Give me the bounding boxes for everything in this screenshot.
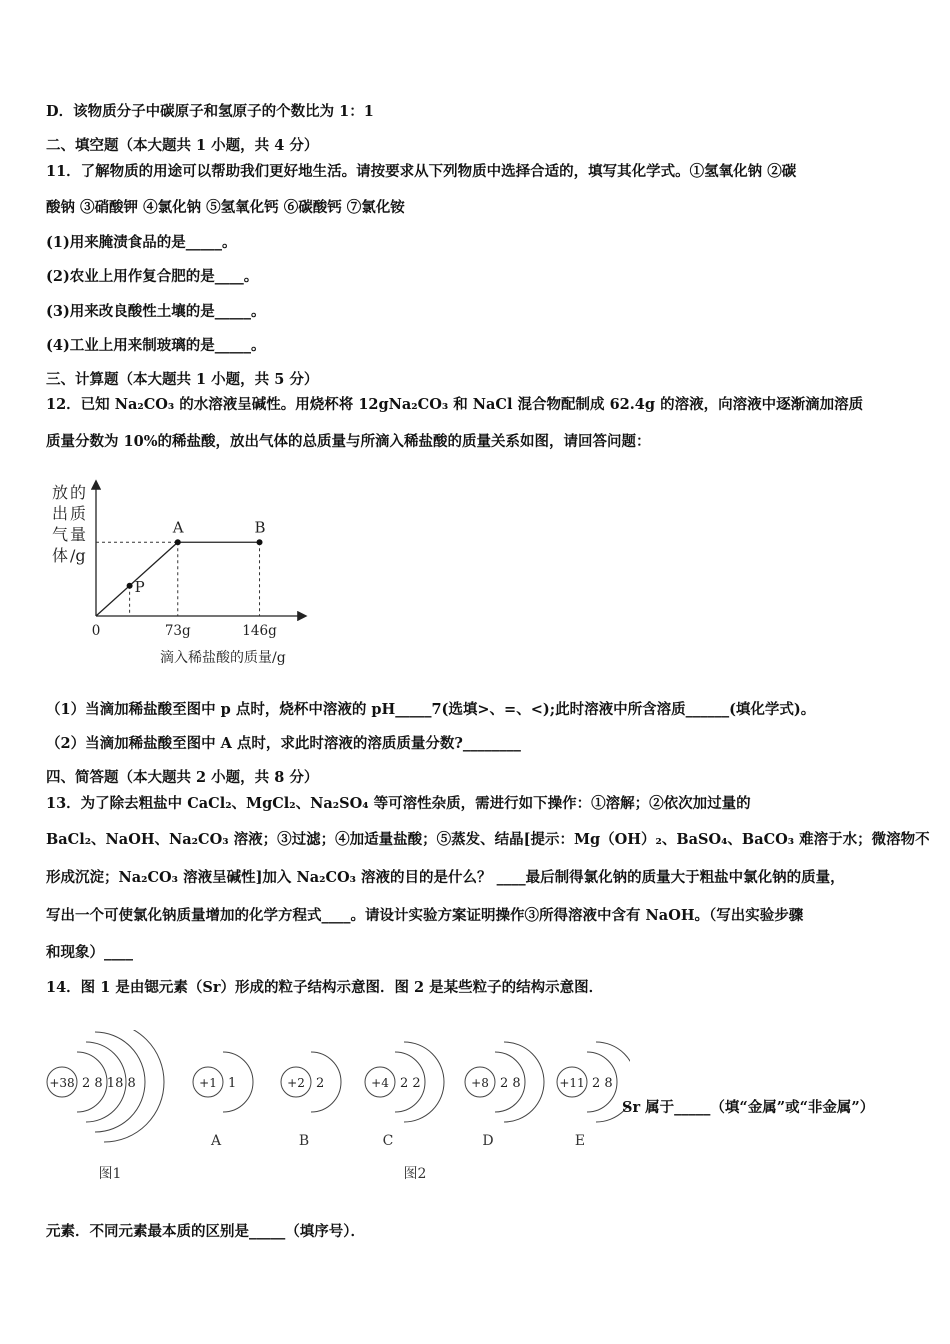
x-tick-label: 73g [164, 623, 191, 639]
q13-line1: 13．为了除去粗盐中 CaCl₂、MgCl₂、Na₂SO₄ 等可溶性杂质，需进行如下操作：①溶解；②依次加过量的 [46, 795, 751, 812]
atom-diagram-c [365, 1042, 444, 1149]
q11-sub3: (3)用来改良酸性土壤的是_____。 [46, 303, 266, 320]
q12-gas-mass-chart [40, 470, 330, 675]
x-axis-label: 滴入稀盐酸的质量/g [160, 650, 286, 666]
nucleus-charge: +11 [559, 1076, 585, 1090]
atom-diagram-b [281, 1052, 341, 1149]
q11-stem-line2: 酸钠 ③硝酸钾 ④氯化钠 ⑤氢氧化钙 ⑥碳酸钙 ⑦氯化铵 [46, 199, 405, 216]
point-label-P: P [134, 577, 145, 596]
atom-label-e: E [574, 1133, 586, 1149]
nucleus-charge: +4 [371, 1076, 389, 1090]
section2-title: 二、填空题（本大题共 1 小题，共 4 分） [46, 137, 319, 154]
atom-label-a: A [210, 1133, 222, 1149]
y-label-char: 的 [70, 483, 87, 502]
q13-line4: 写出一个可使氯化钠质量增加的化学方程式____。请设计实验方案证明操作③所得溶液中含有 NaOH。（写出实验步骤 [46, 907, 804, 924]
point-P [127, 583, 133, 589]
electron-counts: 2 8 [592, 1076, 613, 1091]
atom-label-c: C [382, 1133, 394, 1149]
q14-sr-question: Sr 属于_____（填“金属”或“非金属”） [622, 1099, 875, 1116]
q12-stem-line1: 12．已知 Na₂CO₃ 的水溶液呈碱性。用烧杯将 12gNa₂CO₃ 和 NaCl 混合物配制成 62.4g 的溶液，向溶液中逐渐滴加溶质 [46, 396, 864, 413]
point-B [257, 539, 263, 545]
figure2-caption: 图2 [403, 1166, 427, 1182]
q13-line2: BaCl₂、NaOH、Na₂CO₃ 溶液；③过滤；④加适量盐酸；⑤蒸发、结晶[提示：Mg（OH）₂、BaSO₄、BaCO₃ 难溶于水；微溶物不 [46, 831, 930, 848]
y-label-char: 气 [52, 525, 69, 544]
atom-label-d: D [482, 1133, 494, 1149]
point-label-B: B [254, 518, 266, 537]
section3-title: 三、计算题（本大题共 1 小题，共 5 分） [46, 371, 319, 388]
electron-counts: 2 8 18 8 [82, 1076, 136, 1091]
point-A [175, 539, 181, 545]
q11-sub4: (4)工业上用来制玻璃的是_____。 [46, 337, 266, 354]
q11-sub1: (1)用来腌渍食品的是_____。 [46, 234, 237, 251]
atom-diagram-e [557, 1042, 630, 1149]
x-tick-label: 0 [91, 623, 101, 639]
atom-diagram-a [193, 1052, 253, 1149]
nucleus-charge: +38 [49, 1076, 75, 1090]
y-axis-label [52, 483, 86, 565]
q11-sub2: (2)农业上用作复合肥的是____。 [46, 268, 259, 285]
nucleus-charge: +8 [471, 1076, 489, 1090]
figure1-caption: 图1 [98, 1166, 122, 1182]
q12-sub1: （1）当滴加稀盐酸至图中 p 点时，烧杯中溶液的 pH_____7(选填>、=、<);此时溶液中所含溶质______(填化学式)。 [46, 701, 816, 718]
q13-line5: 和现象）____ [46, 944, 133, 961]
q11-stem-line1: 11．了解物质的用途可以帮助我们更好地生活。请按要求从下列物质中选择合适的，填写其化学式。①氢氧化钠 ②碳 [46, 163, 797, 180]
point-label-A: A [172, 518, 184, 537]
q14-tail: 元素．不同元素最本质的区别是_____（填序号）． [46, 1223, 365, 1240]
q13-line3: 形成沉淀；Na₂CO₃ 溶液呈碱性]加入 Na₂CO₃ 溶液的目的是什么？ ____最后制得氯化钠的质量大于粗盐中氯化钠的质量， [46, 869, 845, 886]
y-label-char: 出 [52, 504, 69, 523]
electron-counts: 2 [316, 1076, 325, 1091]
nucleus-charge: +2 [287, 1076, 305, 1090]
atom-label-b: B [298, 1133, 310, 1149]
y-label-char: 体 [52, 546, 69, 565]
q14-stem: 14．图 1 是由锶元素（Sr）形成的粒子结构示意图．图 2 是某些粒子的结构示意图． [46, 979, 604, 996]
electron-counts: 2 2 [400, 1076, 421, 1091]
electron-counts: 2 8 [500, 1076, 521, 1091]
y-label-char: 放 [52, 483, 69, 502]
atom-structure-diagrams [40, 1030, 630, 1190]
electron-counts: 1 [228, 1076, 237, 1091]
section4-title: 四、简答题（本大题共 2 小题，共 8 分） [46, 769, 319, 786]
nucleus-charge: +1 [199, 1076, 217, 1090]
atom-diagram-sr [47, 1030, 164, 1142]
y-label-char: /g [70, 546, 86, 565]
y-label-char: 质 [70, 504, 87, 523]
atom-diagram-d [465, 1042, 544, 1149]
q12-sub2: （2）当滴加稀盐酸至图中 A 点时，求此时溶液的溶质质量分数?________ [46, 735, 521, 752]
q10-option-d: D．该物质分子中碳原子和氢原子的个数比为 1：1 [46, 103, 374, 120]
x-tick-label: 146g [242, 623, 277, 639]
y-label-char: 量 [70, 525, 87, 544]
q12-stem-line2: 质量分数为 10%的稀盐酸，放出气体的总质量与所滴入稀盐酸的质量关系如图，请回答问题： [46, 433, 651, 450]
